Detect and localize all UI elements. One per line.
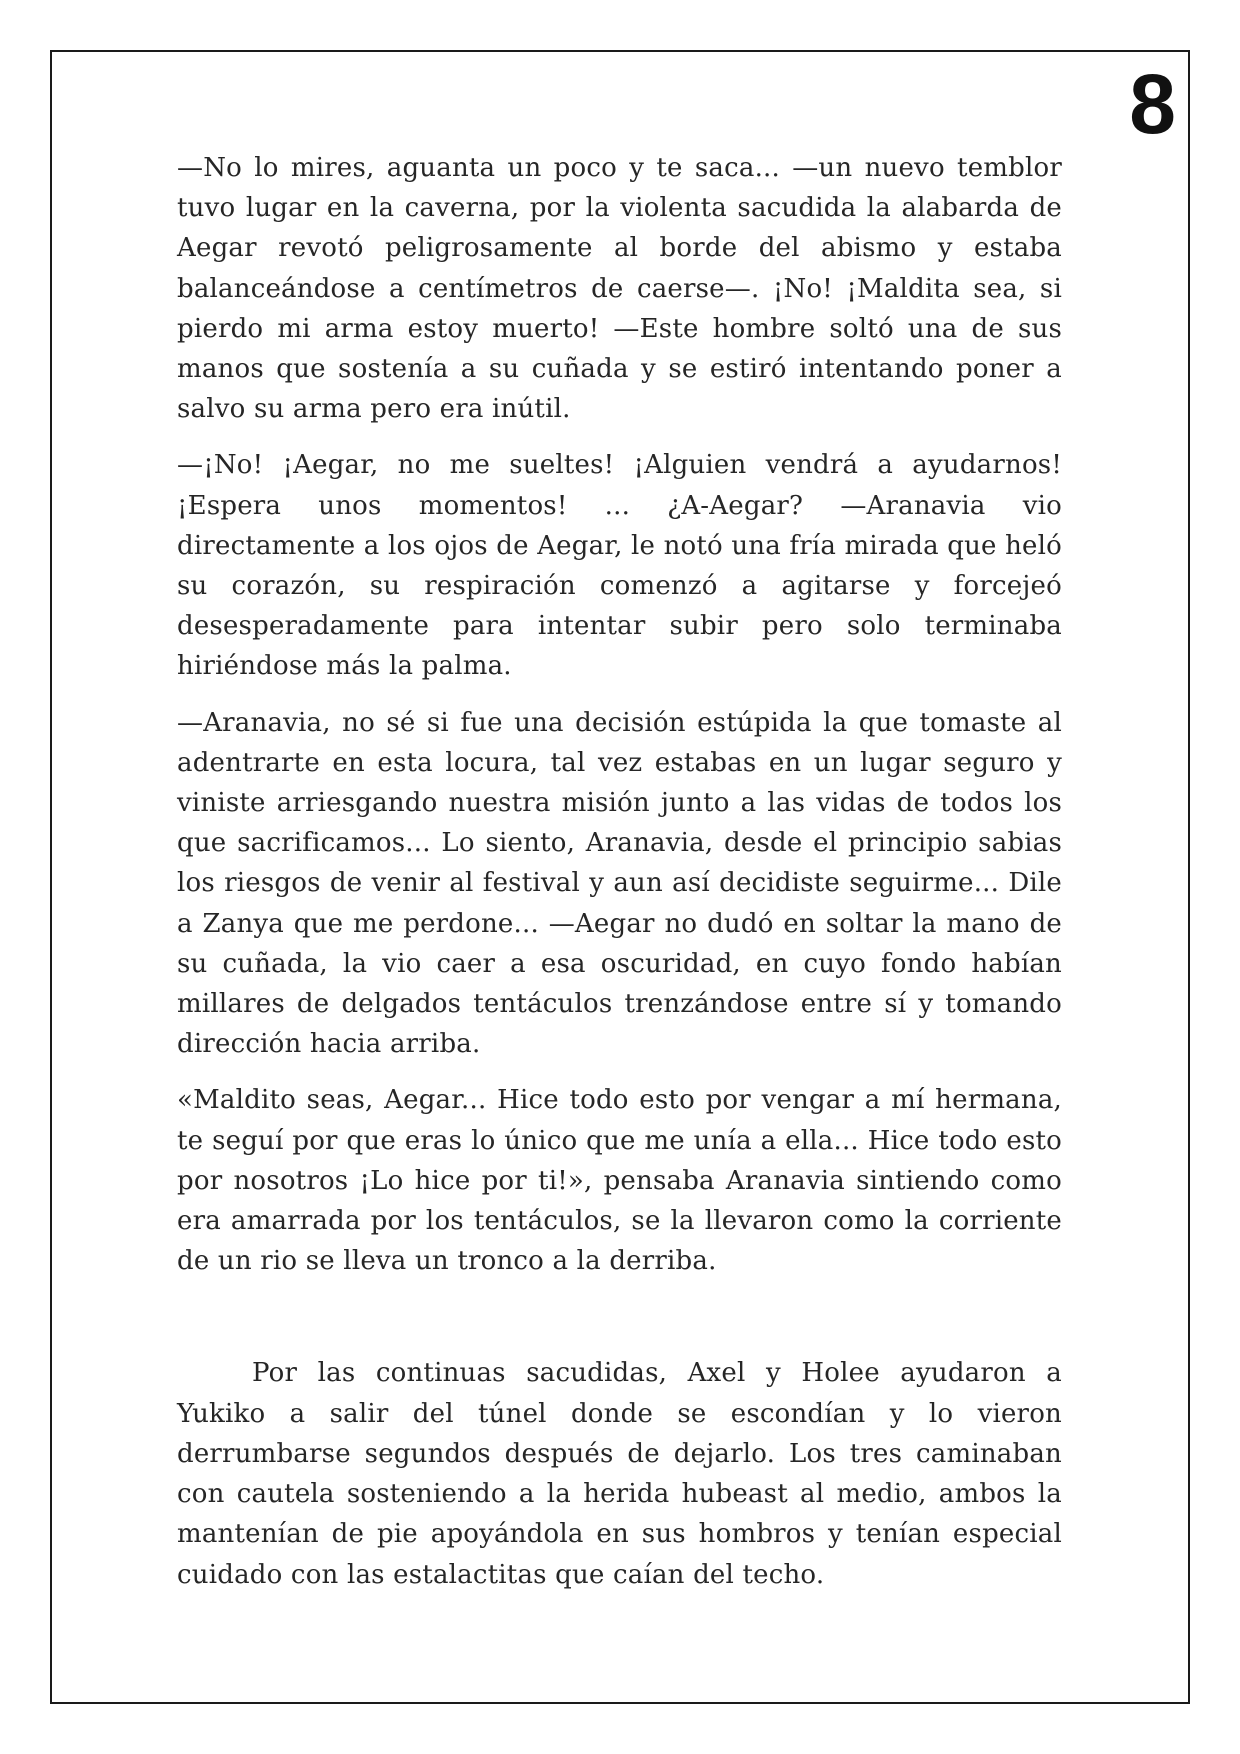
paragraph: —Aranavia, no sé si fue una decisión estúpida la que tomaste al adentrarte en esta locura, tal vez estabas en un lugar seguro y viniste arriesgando nuestra misión junto a las vidas de todos los que sacrificamos... Lo siento, Aranavia, desde el principio sabias los riesgos de venir al festival y aun así decidiste seguirme... Dile a Zanya que me perdone... —Aegar no dudó en soltar la mano de su cuñada, la vio caer a esa oscuridad, en cuyo fondo habían millares de delgados tentáculos trenzándose entre sí y tomando dirección hacia arriba. xyxy=(177,707,1062,1060)
paragraph: —¡No! ¡Aegar, no me sueltes! ¡Alguien vendrá a ayudarnos! ¡Espera unos momentos! ... ¿A-Aegar? —Aranavia vio directamente a los ojos de Aegar, le notó una fría mirada que heló su corazón, su respiración comenzó a agitarse y forcejeó desesperadamente para intentar subir pero solo terminaba hiriéndose más la palma. xyxy=(177,450,1062,682)
paragraph-new-section: Por las continuas sacudidas, Axel y Holee ayudaron a Yukiko a salir del túnel donde se escondían y lo vieron derrumbarse segundos después de dejarlo. Los tres caminaban con cautela sosteniendo a la herida hubeast al medio, ambos la mantenían de pie apoyándola en sus hombros y tenían especial cuidado con las estalactitas que caían del techo. xyxy=(177,1358,1062,1590)
paragraph: «Maldito seas, Aegar... Hice todo esto por vengar a mí hermana, te seguí por que eras lo único que me unía a ella... Hice todo esto por nosotros ¡Lo hice por ti!», pensaba Aranavia sintiendo como era amarrada por los tentáculos, se la llevaron como la corriente de un rio se lleva un tronco a la derriba. xyxy=(177,1085,1062,1277)
page-number: 8 xyxy=(1129,57,1176,151)
paragraph: —No lo mires, aguanta un poco y te saca... —un nuevo temblor tuvo lugar en la caverna, por la violenta sacudida la alabarda de Aegar revotó peligrosamente al borde del abismo y estaba balanceándose a centímetros de caerse—. ¡No! ¡Maldita sea, si pierdo mi arma estoy muerto! —Este hombre soltó una de sus manos que sostenía a su cuñada y se estiró intentando poner a salvo su arma pero era inútil. xyxy=(177,153,1062,425)
body-text xyxy=(177,148,1062,1611)
